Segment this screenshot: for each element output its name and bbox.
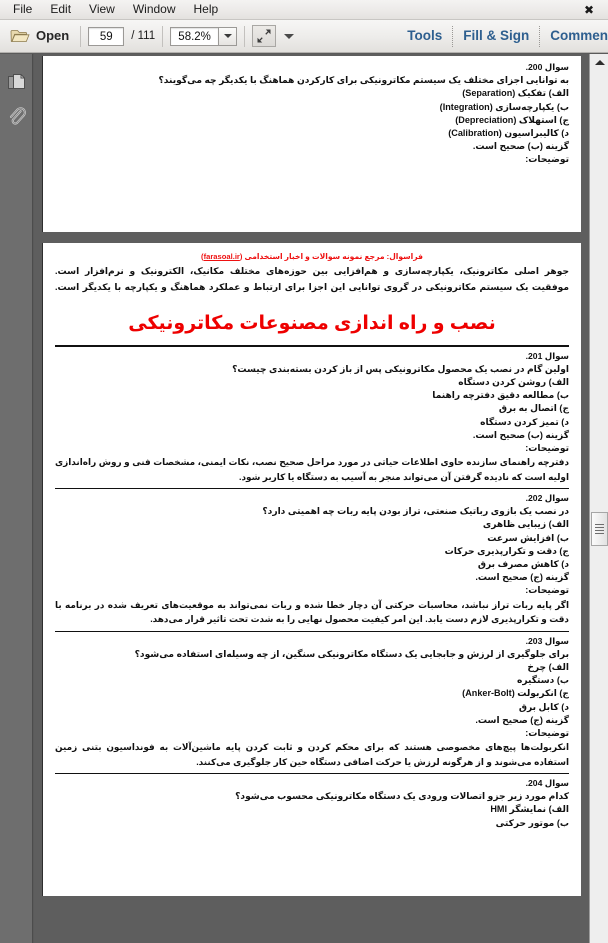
pdf-page-current xyxy=(42,243,581,896)
question-number: سوال 202. xyxy=(525,493,569,504)
explanation-label: توضیحات: xyxy=(525,443,569,454)
question-number: سوال 201. xyxy=(525,350,569,361)
toolbar-separator-3 xyxy=(244,26,245,47)
folder-icon xyxy=(10,28,30,44)
document-viewport[interactable] xyxy=(34,54,589,943)
page-thumbnails-button[interactable] xyxy=(0,66,33,102)
question-option: د) کابل برق xyxy=(518,701,569,712)
section-divider xyxy=(55,345,569,347)
page-number-input[interactable]: 59 xyxy=(88,27,124,46)
chevron-down-icon xyxy=(284,34,294,39)
header-link-prefix: فراسوال: مرجع نمونه سوالات و اخبار استخدامی ( xyxy=(239,251,423,261)
explanation-text: دفترچه راهنمای سازنده حاوی اطلاعات حیاتی در مورد مراحل صحیح نصب، نکات ایمنی، مشخصات فنی و روش راه‌اندازی اولیه است که نادیده گرفتن آن می‌تواند منجر به آسیب به دستگاه یا کاربر شود. xyxy=(55,457,569,482)
toolbar-right-group xyxy=(407,20,608,52)
view-mode-dropdown-button[interactable] xyxy=(281,25,297,47)
tools-pane-button[interactable]: Tools xyxy=(407,28,443,43)
pdf-page-previous xyxy=(42,56,581,232)
question-option: الف) زیبایی ظاهری xyxy=(482,519,569,530)
open-button[interactable] xyxy=(6,26,73,46)
scrollbar-thumb[interactable] xyxy=(591,512,608,546)
toolbar-separator-5 xyxy=(539,26,540,47)
explanation-label: توضیحات: xyxy=(525,727,569,738)
question-divider xyxy=(55,631,569,632)
page-header-source-link[interactable] xyxy=(55,249,569,263)
question-number: سوال 203. xyxy=(525,635,569,646)
scroll-up-arrow-icon xyxy=(595,60,605,65)
question-option: د) کاهش مصرف برق xyxy=(477,559,569,570)
scroll-up-button[interactable] xyxy=(590,54,608,71)
question-option: ب) موتور حرکتی xyxy=(495,817,569,828)
toolbar-separator-2 xyxy=(162,26,163,47)
question-text: برای جلوگیری از لرزش و جابجایی یک دستگاه مکاترونیکی سنگین، از چه وسیله‌ای استفاده می‌شود؟ xyxy=(134,648,569,659)
question-text: در نصب یک بازوی رباتیک صنعتی، تراز بودن پایه ربات چه اهمیتی دارد؟ xyxy=(262,506,569,517)
menu-item-edit[interactable]: Edit xyxy=(50,2,72,16)
question-answer: گزینه (ج) صحیح است. xyxy=(475,714,569,725)
question-text: به توانایی اجزای مختلف یک سیستم مکاترونیکی برای کارکردن هماهنگ با یکدیگر چه می‌گویند؟ xyxy=(158,75,569,86)
intro-paragraph-line-1: جوهر اصلی مکاترونیک، یکپارچه‌سازی و هم‌افزایی بین حوزه‌های مختلف مکانیک، الکترونیک و نرم‌افزار است. xyxy=(55,265,569,276)
menu-bar xyxy=(0,0,608,20)
fit-page-button[interactable] xyxy=(252,25,276,47)
question-number: سوال 204. xyxy=(525,777,569,788)
question-option: ج) اتصال به برق xyxy=(498,403,569,414)
question-answer: گزینه (ب) صحیح است. xyxy=(472,429,569,440)
menu-item-window[interactable]: Window xyxy=(132,2,176,16)
explanation-label: توضیحات: xyxy=(525,154,569,165)
chevron-down-icon xyxy=(224,34,232,38)
vertical-scrollbar[interactable] xyxy=(589,54,608,943)
question-divider xyxy=(55,773,569,774)
question-option: ج) دقت و تکرارپذیری حرکات xyxy=(444,545,569,556)
question-divider xyxy=(55,488,569,489)
question-option: الف) تفکیک (Separation) xyxy=(462,88,569,99)
zoom-level-input[interactable]: 58.2% xyxy=(170,27,218,46)
question-option: ج) استهلاک (Depreciation) xyxy=(455,114,569,125)
question-option: ب) یکپارچه‌سازی (Integration) xyxy=(439,101,569,112)
question-text: کدام مورد زیر جزو اتصالات ورودی یک دستگاه مکاترونیکی محسوب می‌شود؟ xyxy=(235,791,569,802)
paperclip-attachments-icon xyxy=(7,107,27,134)
question-option: ب) افزایش سرعت xyxy=(487,532,569,543)
toolbar xyxy=(0,20,608,53)
fit-page-icon xyxy=(256,28,272,44)
page-bottom-whitespace xyxy=(55,167,569,222)
menu-item-help[interactable]: Help xyxy=(193,2,219,16)
open-button-label: Open xyxy=(36,28,70,43)
page-bottom-whitespace xyxy=(55,830,569,890)
question-option: د) کالیبراسیون (Calibration) xyxy=(448,128,569,139)
intro-paragraph-line-2: موفقیت یک سیستم مکاترونیکی در گروی توانایی این اجزا برای ارتباط و عملکرد هماهنگ و یکپارچه با یکدیگر است. xyxy=(55,281,569,292)
question-option: الف) چرخ xyxy=(527,661,569,672)
fill-and-sign-button[interactable]: Fill & Sign xyxy=(463,28,530,43)
page-thumbnails-icon xyxy=(7,72,27,97)
question-text: اولین گام در نصب یک محصول مکاترونیکی پس از باز کردن بسته‌بندی چیست؟ xyxy=(232,363,569,374)
chapter-title: نصب و راه اندازی مصنوعات مکاترونیکی xyxy=(128,312,496,334)
attachments-button[interactable] xyxy=(0,102,33,138)
question-answer: گزینه (ب) صحیح است. xyxy=(472,141,569,152)
header-link-suffix: ) xyxy=(201,251,204,261)
question-option: الف) نمایشگر HMI xyxy=(490,804,569,815)
page-separator-gap xyxy=(34,232,589,243)
navigation-rail xyxy=(0,54,33,943)
question-option: ب) دستگیره xyxy=(516,675,569,686)
menu-item-view[interactable]: View xyxy=(89,2,115,16)
question-answer: گزینه (ج) صحیح است. xyxy=(475,572,569,583)
explanation-label: توضیحات: xyxy=(525,585,569,596)
close-icon[interactable]: ✖ xyxy=(583,2,595,17)
toolbar-separator-1 xyxy=(80,26,81,47)
question-option: الف) روشن کردن دستگاه xyxy=(458,377,569,388)
scroll-thumb-grip-icon xyxy=(595,522,604,536)
header-link-url[interactable]: farasoal.ir xyxy=(203,251,240,261)
page-count-label: / 111 xyxy=(131,30,156,42)
explanation-text: انکربولت‌ها پیچ‌های مخصوصی هستند که برای محکم کردن و ثابت کردن پایه ماشین‌آلات به فونداسیون بتنی زمین استفاده می‌شوند و از هرگونه لرزش یا حرکت اضافی دستگاه حین کار جلوگیری می‌کنند. xyxy=(55,742,569,767)
question-option: ج) انکربولت (Anker-Bolt) xyxy=(462,688,569,699)
question-option: ب) مطالعه دقیق دفترچه راهنما xyxy=(432,390,569,401)
zoom-dropdown-button[interactable] xyxy=(218,27,237,46)
comment-pane-button[interactable]: Commen xyxy=(550,28,608,43)
question-number: سوال 200. xyxy=(525,62,569,72)
toolbar-separator-4 xyxy=(452,26,453,47)
question-option: د) تمیز کردن دستگاه xyxy=(480,416,569,427)
menu-item-file[interactable]: File xyxy=(13,2,33,16)
explanation-text: اگر پایه ربات تراز نباشد، محاسبات حرکتی آن دچار خطا شده و ربات نمی‌تواند به موقعیت‌های تعریف شده در برنامه با دقت و تکرارپذیری لازم دست یابد. این امر کیفیت محصول نهایی را به شدت تحت تاثیر قرار می‌دهد. xyxy=(55,599,569,625)
